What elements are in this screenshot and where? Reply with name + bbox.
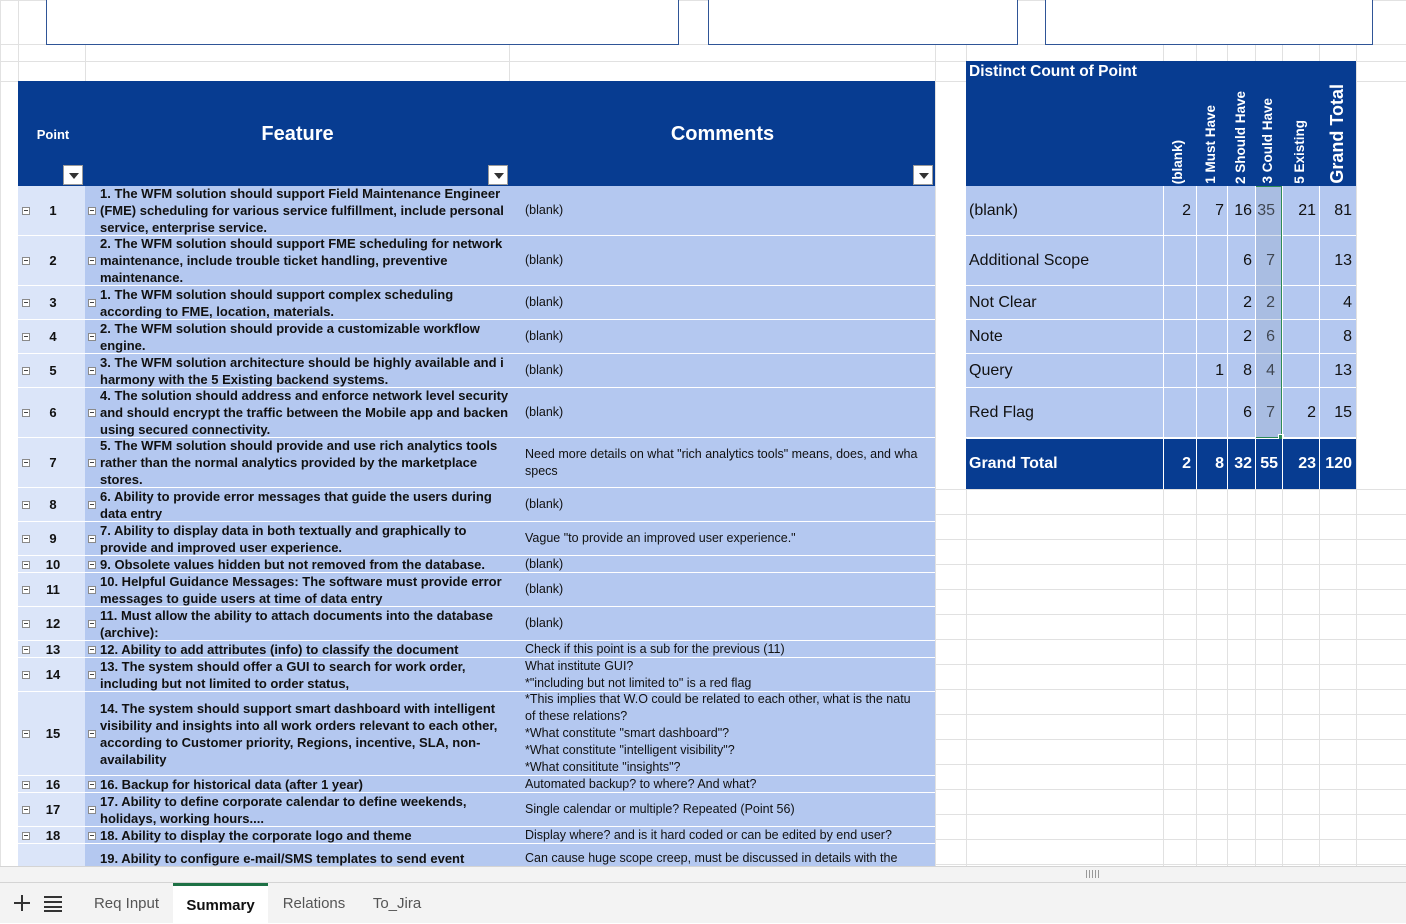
- table-row[interactable]: [18, 354, 935, 388]
- pivot-row[interactable]: [966, 320, 1356, 354]
- pivot-value-cell[interactable]: 81: [1334, 201, 1352, 219]
- splitter-grip-icon[interactable]: [1086, 870, 1100, 878]
- grand-total-cell[interactable]: 55: [1260, 455, 1278, 472]
- table-row[interactable]: [18, 793, 935, 827]
- point-cell[interactable]: 1: [18, 186, 85, 235]
- pivot-column-header[interactable]: 2 Should Have: [1232, 90, 1248, 184]
- feature-cell[interactable]: 16. Backup for historical data (after 1 year): [100, 776, 363, 792]
- comment-cell[interactable]: (blank): [525, 329, 564, 343]
- pivot-value-cell[interactable]: 4: [1266, 361, 1275, 379]
- collapse-icon[interactable]: [88, 586, 96, 594]
- collapse-icon[interactable]: [22, 832, 30, 840]
- collapse-icon[interactable]: [88, 561, 96, 569]
- table-row[interactable]: [18, 776, 935, 793]
- collapse-icon[interactable]: [88, 299, 96, 307]
- pivot-column-header[interactable]: (blank): [1170, 139, 1185, 184]
- table-row[interactable]: [18, 641, 935, 658]
- collapse-icon[interactable]: [88, 832, 96, 840]
- pivot-row-label[interactable]: Note: [969, 327, 1003, 345]
- pivot-value-cell[interactable]: 21: [1298, 201, 1316, 219]
- collapse-icon[interactable]: [22, 586, 30, 594]
- pivot-value-cell[interactable]: 2: [1243, 293, 1252, 311]
- feature-cell[interactable]: 18. Ability to display the corporate logo and theme: [100, 827, 412, 843]
- comment-cell[interactable]: Automated backup? to where? And what?: [525, 776, 757, 791]
- point-cell[interactable]: 18: [18, 827, 85, 843]
- collapse-icon[interactable]: [22, 367, 30, 375]
- pivot-table[interactable]: [966, 61, 1356, 472]
- pivot-row-label[interactable]: (blank): [969, 201, 1018, 219]
- pivot-value-cell[interactable]: 2: [1307, 403, 1316, 421]
- comment-cell[interactable]: Vague "to provide an improved user experience.": [525, 531, 796, 545]
- table-row[interactable]: [18, 827, 935, 844]
- feature-cell[interactable]: 12. Ability to add attributes (info) to classify the document: [100, 641, 459, 657]
- table-row[interactable]: [18, 522, 935, 556]
- point-filter-button[interactable]: [63, 165, 83, 185]
- table-row[interactable]: [18, 556, 935, 573]
- point-cell[interactable]: 17: [18, 793, 85, 826]
- feature-cell[interactable]: 1. The WFM solution should support Field Maintenance Engineer (FME) scheduling for various service fulfillment, include personal service, enterprise service.: [100, 186, 504, 235]
- pivot-value-cell[interactable]: 1: [1215, 361, 1224, 379]
- comment-cell[interactable]: (blank): [525, 363, 564, 377]
- comment-cell[interactable]: (blank): [525, 295, 564, 309]
- collapse-icon[interactable]: [88, 806, 96, 814]
- grand-total-cell[interactable]: 120: [1325, 455, 1352, 472]
- pivot-column-header[interactable]: 3 Could Have: [1259, 98, 1275, 184]
- collapse-icon[interactable]: [22, 535, 30, 543]
- point-cell[interactable]: 15: [18, 692, 85, 775]
- collapse-icon[interactable]: [88, 730, 96, 738]
- feature-cell[interactable]: 9. Obsolete values hidden but not removed from the database.: [100, 556, 486, 572]
- feature-cell[interactable]: 3. The WFM solution architecture should be highly available and i harmony with the 5 Existing backend systems.: [100, 354, 504, 387]
- feature-filter-button[interactable]: [488, 165, 508, 185]
- feature-cell[interactable]: 19. Ability to configure e-mail/SMS templates to send event: [100, 851, 465, 866]
- collapse-icon[interactable]: [88, 501, 96, 509]
- comment-cell[interactable]: (blank): [525, 582, 564, 596]
- pivot-row-label[interactable]: Query: [969, 361, 1013, 379]
- comment-cell[interactable]: (blank): [525, 253, 564, 267]
- comment-cell[interactable]: Can cause huge scope creep, must be discussed in details with the: [525, 851, 898, 865]
- plus-icon[interactable]: [12, 893, 32, 913]
- pivot-value-cell[interactable]: 13: [1334, 251, 1352, 269]
- collapse-icon[interactable]: [22, 409, 30, 417]
- pivot-row[interactable]: [966, 388, 1356, 438]
- pivot-column-header[interactable]: 5 Existing: [1292, 120, 1307, 184]
- point-cell[interactable]: 4: [18, 320, 85, 353]
- collapse-icon[interactable]: [88, 671, 96, 679]
- table-row[interactable]: [18, 186, 935, 236]
- all-sheets-icon[interactable]: [44, 895, 62, 911]
- grand-total-cell[interactable]: 32: [1234, 455, 1252, 472]
- pivot-column-header[interactable]: 1 Must Have: [1203, 105, 1218, 184]
- collapse-icon[interactable]: [88, 781, 96, 789]
- feature-cell[interactable]: 17. Ability to define corporate calendar to define weekends, holidays, working hours....: [100, 793, 467, 826]
- point-cell[interactable]: 13: [18, 641, 85, 657]
- pivot-value-cell[interactable]: 35: [1257, 201, 1275, 219]
- collapse-icon[interactable]: [22, 806, 30, 814]
- horizontal-scroll-area[interactable]: [0, 866, 1406, 882]
- point-cell[interactable]: 3: [18, 286, 85, 319]
- table-row[interactable]: [18, 388, 935, 438]
- comments-filter-button[interactable]: [913, 165, 933, 185]
- pivot-row[interactable]: [966, 186, 1356, 236]
- collapse-icon[interactable]: [22, 459, 30, 467]
- point-cell[interactable]: 7: [18, 438, 85, 487]
- point-cell[interactable]: 14: [18, 658, 85, 691]
- feature-table-header: [18, 81, 935, 186]
- pivot-row[interactable]: [966, 236, 1356, 286]
- point-cell[interactable]: 10: [18, 556, 85, 572]
- chart-shape-3[interactable]: [1045, 0, 1373, 45]
- table-row[interactable]: [18, 236, 935, 286]
- grand-total-cell[interactable]: 23: [1298, 455, 1316, 472]
- pivot-value-cell[interactable]: 8: [1343, 327, 1352, 345]
- feature-cell[interactable]: 4. The solution should address and enforce network level security and should encrypt the traffic between the Mobile app and backen using secured connectivity.: [100, 388, 509, 437]
- collapse-icon[interactable]: [22, 501, 30, 509]
- table-row[interactable]: [18, 573, 935, 607]
- pivot-value-cell[interactable]: 13: [1334, 361, 1352, 379]
- point-cell[interactable]: 2: [18, 236, 85, 285]
- pivot-row-label[interactable]: Additional Scope: [969, 251, 1090, 269]
- pivot-row-label[interactable]: Red Flag: [969, 403, 1034, 421]
- grand-total-cell[interactable]: 8: [1215, 455, 1224, 472]
- table-row[interactable]: [18, 286, 935, 320]
- pivot-header: [966, 61, 1356, 186]
- pivot-row[interactable]: [966, 354, 1356, 388]
- pivot-column-header[interactable]: Grand Total: [1326, 84, 1347, 184]
- point-header: Point: [36, 127, 70, 142]
- collapse-icon[interactable]: [22, 671, 30, 679]
- feature-cell[interactable]: 14. The system should support smart dashboard with intelligent visibility and insights into all work orders relevant to each other, according to Customer priority, Regions, incentive, SLA, non- availability: [100, 700, 498, 767]
- comment-cell[interactable]: What institute GUI? *"including but not limited to" is a red flag: [525, 658, 752, 690]
- collapse-icon[interactable]: [88, 333, 96, 341]
- table-row[interactable]: [18, 438, 935, 488]
- sheet-tab[interactable]: Req Input: [93, 895, 160, 912]
- table-row[interactable]: [18, 844, 935, 866]
- comment-cell[interactable]: (blank): [525, 405, 564, 419]
- sheet-tab[interactable]: Relations: [282, 895, 346, 912]
- collapse-icon[interactable]: [88, 535, 96, 543]
- feature-cell[interactable]: 7. Ability to display data in both textually and graphically to provide and improved user experience.: [100, 522, 467, 555]
- pivot-value-cell[interactable]: 6: [1243, 403, 1252, 421]
- comment-cell[interactable]: Check if this point is a sub for the previous (11): [525, 641, 785, 656]
- collapse-icon[interactable]: [22, 561, 30, 569]
- comment-cell[interactable]: Single calendar or multiple? Repeated (Point 56): [525, 802, 795, 816]
- feature-cell[interactable]: 5. The WFM solution should provide and use rich analytics tools rather than the normal analytics provided by the marketplace stores.: [100, 438, 498, 487]
- pivot-value-cell[interactable]: 2: [1266, 293, 1275, 311]
- comment-cell[interactable]: (blank): [525, 203, 564, 217]
- point-cell[interactable]: [18, 844, 85, 866]
- pivot-row[interactable]: [966, 286, 1356, 320]
- feature-cell[interactable]: 6. Ability to provide error messages that guide the users during data entry: [100, 488, 492, 521]
- table-row[interactable]: [18, 692, 935, 776]
- collapse-icon[interactable]: [22, 620, 30, 628]
- collapse-icon[interactable]: [88, 367, 96, 375]
- pivot-value-cell[interactable]: 7: [1266, 403, 1275, 421]
- grand-total-label[interactable]: Grand Total: [969, 455, 1058, 472]
- pivot-grand-total-row[interactable]: [966, 439, 1356, 489]
- collapse-icon[interactable]: [22, 207, 30, 215]
- sheet-tab[interactable]: Summary: [173, 883, 268, 924]
- collapse-icon[interactable]: [22, 646, 30, 654]
- pivot-value-cell[interactable]: 6: [1266, 327, 1275, 345]
- pivot-value-cell[interactable]: 16: [1234, 201, 1252, 219]
- sheet-tab-bar: [0, 882, 1406, 923]
- comment-cell[interactable]: Display where? and is it hard coded or can be edited by end user?: [525, 827, 892, 842]
- feature-cell[interactable]: 2. The WFM solution should provide a customizable workflow engine.: [100, 320, 480, 353]
- point-cell[interactable]: 12: [18, 607, 85, 640]
- table-row[interactable]: [18, 320, 935, 354]
- chart-shape-1[interactable]: [46, 0, 679, 45]
- collapse-icon[interactable]: [88, 207, 96, 215]
- feature-header: Feature: [261, 123, 334, 145]
- feature-cell[interactable]: 13. The system should offer a GUI to search for work order, including but not limited to order status,: [100, 658, 466, 691]
- pivot-value-cell[interactable]: 2: [1182, 201, 1191, 219]
- comment-cell[interactable]: (blank): [525, 497, 564, 511]
- collapse-icon[interactable]: [88, 646, 96, 654]
- collapse-icon[interactable]: [88, 257, 96, 265]
- pivot-value-cell[interactable]: 2: [1243, 327, 1252, 345]
- sheet-tab[interactable]: To_Jira: [372, 895, 422, 912]
- collapse-icon[interactable]: [88, 459, 96, 467]
- point-cell[interactable]: 5: [18, 354, 85, 387]
- comment-cell[interactable]: Need more details on what "rich analytics tools" means, does, and wha specs: [525, 446, 918, 478]
- point-cell[interactable]: 6: [18, 388, 85, 437]
- collapse-icon[interactable]: [88, 409, 96, 417]
- grand-total-cell[interactable]: 2: [1182, 455, 1191, 472]
- comment-cell[interactable]: (blank): [525, 556, 564, 571]
- feature-table: [18, 81, 935, 866]
- collapse-icon[interactable]: [22, 730, 30, 738]
- feature-cell[interactable]: 10. Helpful Guidance Messages: The software must provide error messages to guide users at time of data entry: [100, 573, 502, 606]
- table-row[interactable]: [18, 488, 935, 522]
- table-row[interactable]: [18, 607, 935, 641]
- feature-cell[interactable]: 2. The WFM solution should support FME scheduling for network maintenance, include trouble ticket handling, preventive maintenance.: [100, 236, 503, 285]
- collapse-icon[interactable]: [22, 299, 30, 307]
- point-cell[interactable]: 9: [18, 522, 85, 555]
- pivot-row-label[interactable]: Not Clear: [969, 293, 1037, 311]
- comment-cell[interactable]: *This implies that W.O could be related to each other, what is the natu of these relations? *What constitute "smart dashboard"? *What constitute "intelligent visibility"? *What consititute "insights"?: [525, 692, 911, 774]
- point-cell[interactable]: 8: [18, 488, 85, 521]
- point-cell[interactable]: 16: [18, 776, 85, 792]
- pivot-value-cell[interactable]: 7: [1215, 201, 1224, 219]
- comment-cell[interactable]: (blank): [525, 616, 564, 630]
- pivot-value-cell[interactable]: 6: [1243, 251, 1252, 269]
- comments-header: Comments: [670, 123, 775, 145]
- collapse-icon[interactable]: [22, 333, 30, 341]
- pivot-title: Distinct Count of Point: [969, 63, 1137, 80]
- feature-cell[interactable]: 1. The WFM solution should support complex scheduling according to FME, location, materials.: [100, 286, 454, 319]
- pivot-value-cell[interactable]: 15: [1334, 403, 1352, 421]
- pivot-value-cell[interactable]: 4: [1343, 293, 1352, 311]
- table-row[interactable]: [18, 658, 935, 692]
- collapse-icon[interactable]: [22, 257, 30, 265]
- pivot-value-cell[interactable]: 7: [1266, 251, 1275, 269]
- chart-shape-2[interactable]: [708, 0, 1018, 45]
- point-cell[interactable]: 11: [18, 573, 85, 606]
- pivot-value-cell[interactable]: 8: [1243, 361, 1252, 379]
- collapse-icon[interactable]: [22, 781, 30, 789]
- feature-cell[interactable]: 11. Must allow the ability to attach documents into the database (archive):: [100, 607, 493, 640]
- collapse-icon[interactable]: [88, 620, 96, 628]
